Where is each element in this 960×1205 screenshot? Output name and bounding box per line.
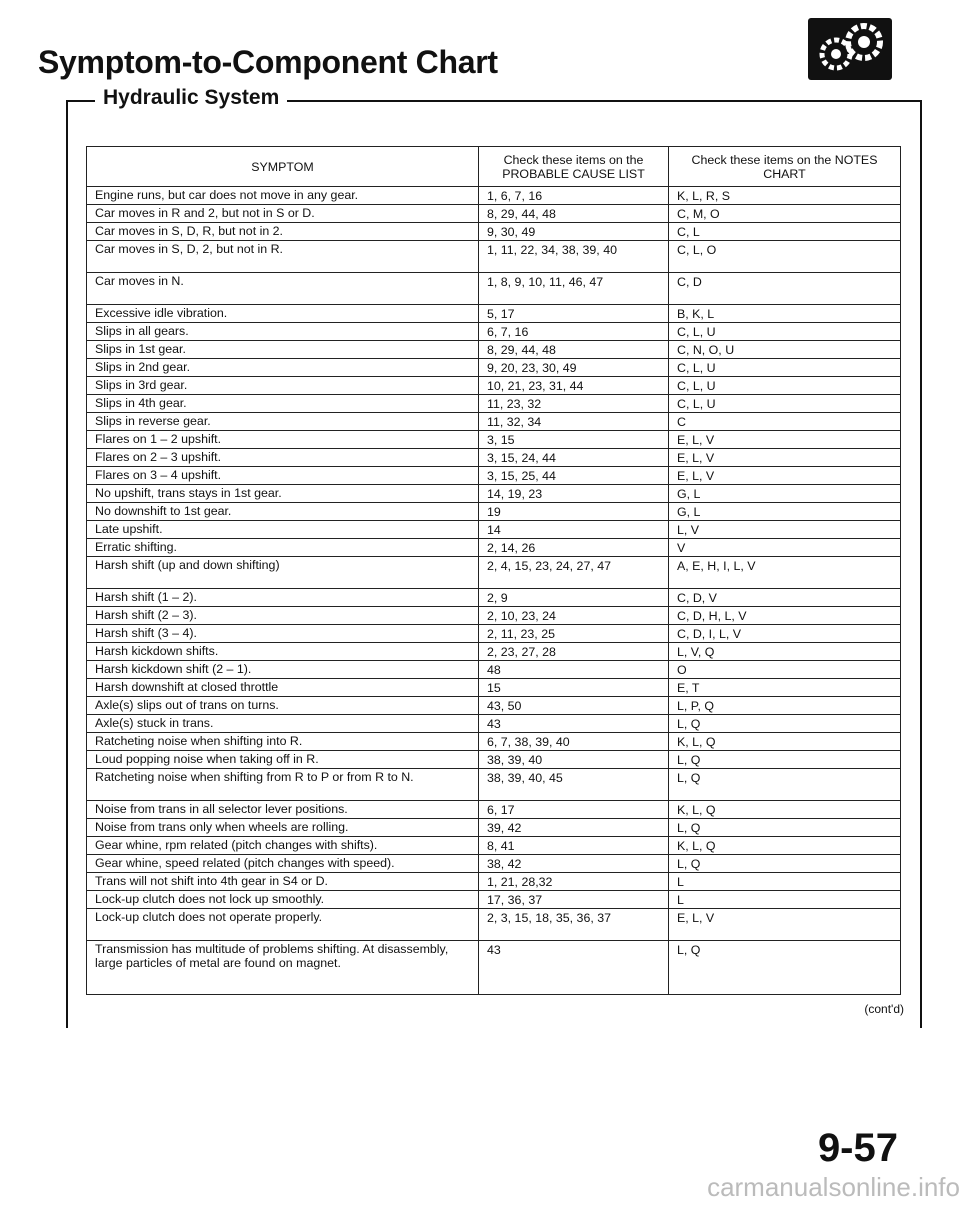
probable-cause-cell: 2, 4, 15, 23, 24, 27, 47 <box>479 557 669 589</box>
symptom-cell: Flares on 1 – 2 upshift. <box>87 431 479 449</box>
notes-cell: G, L <box>669 503 901 521</box>
symptom-cell: Loud popping noise when taking off in R. <box>87 751 479 769</box>
symptom-cell: Axle(s) stuck in trans. <box>87 715 479 733</box>
column-header-notes: Check these items on the NOTES CHART <box>669 147 901 187</box>
probable-cause-cell: 2, 23, 27, 28 <box>479 643 669 661</box>
symptom-cell: Slips in 2nd gear. <box>87 359 479 377</box>
watermark: carmanualsonline.info <box>707 1172 960 1202</box>
symptom-cell: Car moves in R and 2, but not in S or D. <box>87 205 479 223</box>
probable-cause-cell: 5, 17 <box>479 305 669 323</box>
probable-cause-cell: 38, 42 <box>479 855 669 873</box>
probable-cause-cell: 14, 19, 23 <box>479 485 669 503</box>
probable-cause-cell: 6, 17 <box>479 801 669 819</box>
table-row <box>87 503 901 521</box>
notes-cell: O <box>669 661 901 679</box>
notes-cell: E, L, V <box>669 449 901 467</box>
page-number: 9-57 <box>817 1126 898 1170</box>
notes-cell: C, L, U <box>669 377 901 395</box>
notes-cell: C, M, O <box>669 205 901 223</box>
table-row <box>87 941 901 995</box>
continued-note: (cont'd) <box>864 1002 904 1016</box>
table-row <box>87 223 901 241</box>
notes-cell: C, N, O, U <box>669 341 901 359</box>
table-row <box>87 377 901 395</box>
probable-cause-cell: 38, 39, 40 <box>479 751 669 769</box>
probable-cause-cell: 17, 36, 37 <box>479 891 669 909</box>
symptom-cell: Transmission has multitude of problems shifting. At disassembly, large particles of metal are found on magnet. <box>87 941 479 995</box>
notes-cell: L, V, Q <box>669 643 901 661</box>
probable-cause-cell: 1, 21, 28,32 <box>479 873 669 891</box>
symptom-cell: Flares on 3 – 4 upshift. <box>87 467 479 485</box>
notes-cell: G, L <box>669 485 901 503</box>
probable-cause-cell: 8, 29, 44, 48 <box>479 341 669 359</box>
notes-cell: C, L <box>669 223 901 241</box>
notes-cell: L, Q <box>669 819 901 837</box>
symptom-cell: Axle(s) slips out of trans on turns. <box>87 697 479 715</box>
table-row <box>87 359 901 377</box>
symptom-table <box>86 146 901 995</box>
table-row <box>87 607 901 625</box>
notes-cell: E, L, V <box>669 909 901 941</box>
symptom-cell: No downshift to 1st gear. <box>87 503 479 521</box>
notes-cell: C, D, V <box>669 589 901 607</box>
table-row <box>87 625 901 643</box>
table-row <box>87 589 901 607</box>
symptom-cell: Slips in 1st gear. <box>87 341 479 359</box>
symptom-cell: Gear whine, speed related (pitch changes with speed). <box>87 855 479 873</box>
notes-cell: E, T <box>669 679 901 697</box>
table-row <box>87 413 901 431</box>
table-row <box>87 909 901 941</box>
probable-cause-cell: 38, 39, 40, 45 <box>479 769 669 801</box>
notes-cell: L <box>669 873 901 891</box>
table-row <box>87 801 901 819</box>
table-row <box>87 485 901 503</box>
probable-cause-cell: 2, 3, 15, 18, 35, 36, 37 <box>479 909 669 941</box>
table-row <box>87 205 901 223</box>
symptom-cell: Slips in reverse gear. <box>87 413 479 431</box>
notes-cell: L, Q <box>669 941 901 995</box>
symptom-cell: Harsh downshift at closed throttle <box>87 679 479 697</box>
table-row <box>87 521 901 539</box>
probable-cause-cell: 8, 29, 44, 48 <box>479 205 669 223</box>
table-row <box>87 751 901 769</box>
notes-cell: C, L, O <box>669 241 901 273</box>
probable-cause-cell: 14 <box>479 521 669 539</box>
symptom-cell: Erratic shifting. <box>87 539 479 557</box>
probable-cause-cell: 2, 10, 23, 24 <box>479 607 669 625</box>
probable-cause-cell: 1, 8, 9, 10, 11, 46, 47 <box>479 273 669 305</box>
symptom-cell: Harsh shift (up and down shifting) <box>87 557 479 589</box>
notes-cell: L, Q <box>669 751 901 769</box>
table-row <box>87 539 901 557</box>
table-row <box>87 891 901 909</box>
symptom-cell: Car moves in S, D, 2, but not in R. <box>87 241 479 273</box>
frame-tick <box>66 100 92 102</box>
symptom-cell: Harsh shift (1 – 2). <box>87 589 479 607</box>
table-row <box>87 273 901 305</box>
probable-cause-cell: 43 <box>479 715 669 733</box>
notes-cell: A, E, H, I, L, V <box>669 557 901 589</box>
notes-cell: L, Q <box>669 769 901 801</box>
table-row <box>87 305 901 323</box>
symptom-cell: Slips in 3rd gear. <box>87 377 479 395</box>
symptom-cell: Car moves in N. <box>87 273 479 305</box>
table-row <box>87 187 901 205</box>
notes-cell: E, L, V <box>669 467 901 485</box>
table-row <box>87 323 901 341</box>
probable-cause-cell: 2, 9 <box>479 589 669 607</box>
notes-cell: K, L, Q <box>669 801 901 819</box>
symptom-cell: Car moves in S, D, R, but not in 2. <box>87 223 479 241</box>
probable-cause-cell: 2, 11, 23, 25 <box>479 625 669 643</box>
table-row <box>87 855 901 873</box>
notes-cell: K, L, Q <box>669 837 901 855</box>
probable-cause-cell: 8, 41 <box>479 837 669 855</box>
table-row <box>87 873 901 891</box>
page-title: Symptom-to-Component Chart <box>38 44 498 80</box>
table-row <box>87 241 901 273</box>
table-row <box>87 715 901 733</box>
table-row <box>87 819 901 837</box>
notes-cell: C, D <box>669 273 901 305</box>
notes-cell: K, L, Q <box>669 733 901 751</box>
section-header: Hydraulic System <box>95 86 287 110</box>
symptom-cell: Harsh shift (2 – 3). <box>87 607 479 625</box>
symptom-cell: Noise from trans in all selector lever positions. <box>87 801 479 819</box>
table-row <box>87 449 901 467</box>
table-row <box>87 697 901 715</box>
symptom-cell: Gear whine, rpm related (pitch changes with shifts). <box>87 837 479 855</box>
symptom-cell: Harsh kickdown shifts. <box>87 643 479 661</box>
notes-cell: V <box>669 539 901 557</box>
symptom-cell: No upshift, trans stays in 1st gear. <box>87 485 479 503</box>
probable-cause-cell: 15 <box>479 679 669 697</box>
notes-cell: C, D, I, L, V <box>669 625 901 643</box>
probable-cause-cell: 2, 14, 26 <box>479 539 669 557</box>
probable-cause-cell: 6, 7, 38, 39, 40 <box>479 733 669 751</box>
probable-cause-cell: 3, 15, 24, 44 <box>479 449 669 467</box>
notes-cell: L, Q <box>669 855 901 873</box>
symptom-cell: Flares on 2 – 3 upshift. <box>87 449 479 467</box>
probable-cause-cell: 43 <box>479 941 669 995</box>
symptom-cell: Slips in all gears. <box>87 323 479 341</box>
column-header-symptom: SYMPTOM <box>87 147 479 187</box>
table-row <box>87 395 901 413</box>
symptom-cell: Slips in 4th gear. <box>87 395 479 413</box>
probable-cause-cell: 10, 21, 23, 31, 44 <box>479 377 669 395</box>
probable-cause-cell: 43, 50 <box>479 697 669 715</box>
notes-cell: C, L, U <box>669 323 901 341</box>
probable-cause-cell: 48 <box>479 661 669 679</box>
table-row <box>87 557 901 589</box>
symptom-cell: Lock-up clutch does not lock up smoothly. <box>87 891 479 909</box>
symptom-cell: Trans will not shift into 4th gear in S4 or D. <box>87 873 479 891</box>
symptom-cell: Engine runs, but car does not move in any gear. <box>87 187 479 205</box>
notes-cell: L, Q <box>669 715 901 733</box>
symptom-cell: Lock-up clutch does not operate properly. <box>87 909 479 941</box>
table-row <box>87 643 901 661</box>
notes-cell: K, L, R, S <box>669 187 901 205</box>
table-row <box>87 431 901 449</box>
gear-icon <box>808 18 892 80</box>
probable-cause-cell: 1, 6, 7, 16 <box>479 187 669 205</box>
probable-cause-cell: 39, 42 <box>479 819 669 837</box>
probable-cause-cell: 9, 20, 23, 30, 49 <box>479 359 669 377</box>
probable-cause-cell: 3, 15 <box>479 431 669 449</box>
symptom-cell: Excessive idle vibration. <box>87 305 479 323</box>
column-header-probable-cause: Check these items on the PROBABLE CAUSE LIST <box>479 147 669 187</box>
notes-cell: C, L, U <box>669 359 901 377</box>
probable-cause-cell: 3, 15, 25, 44 <box>479 467 669 485</box>
probable-cause-cell: 1, 11, 22, 34, 38, 39, 40 <box>479 241 669 273</box>
table-row <box>87 467 901 485</box>
notes-cell: L, P, Q <box>669 697 901 715</box>
table-header-row <box>87 147 901 187</box>
symptom-cell: Ratcheting noise when shifting from R to P or from R to N. <box>87 769 479 801</box>
symptom-cell: Harsh kickdown shift (2 – 1). <box>87 661 479 679</box>
symptom-cell: Late upshift. <box>87 521 479 539</box>
table-row <box>87 341 901 359</box>
notes-cell: C <box>669 413 901 431</box>
notes-cell: B, K, L <box>669 305 901 323</box>
table-row <box>87 679 901 697</box>
notes-cell: L, V <box>669 521 901 539</box>
probable-cause-cell: 6, 7, 16 <box>479 323 669 341</box>
table-row <box>87 661 901 679</box>
symptom-cell: Noise from trans only when wheels are rolling. <box>87 819 479 837</box>
probable-cause-cell: 11, 32, 34 <box>479 413 669 431</box>
notes-cell: L <box>669 891 901 909</box>
table-row <box>87 733 901 751</box>
notes-cell: E, L, V <box>669 431 901 449</box>
notes-cell: C, L, U <box>669 395 901 413</box>
table-row <box>87 769 901 801</box>
notes-cell: C, D, H, L, V <box>669 607 901 625</box>
table-row <box>87 837 901 855</box>
probable-cause-cell: 9, 30, 49 <box>479 223 669 241</box>
probable-cause-cell: 19 <box>479 503 669 521</box>
symptom-cell: Ratcheting noise when shifting into R. <box>87 733 479 751</box>
symptom-cell: Harsh shift (3 – 4). <box>87 625 479 643</box>
probable-cause-cell: 11, 23, 32 <box>479 395 669 413</box>
